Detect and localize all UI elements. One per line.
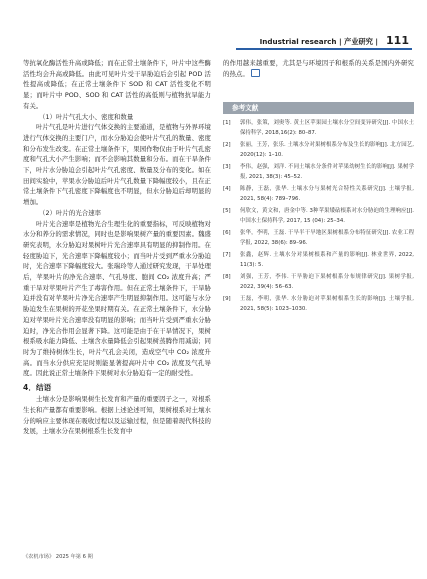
reference-item: [9] 王磊，李明，张华. 水分胁迫对苹果树根系生长的影响[J]. 土壤学报, 2021, 58(5): 1023–1030. [223, 296, 414, 312]
end-of-article-icon [251, 69, 260, 77]
reference-item: [7] 张鑫，赵辉. 土壤水分对果树根系和产量的影响[J]. 林业世界, 2022, 11(3): 5. [223, 252, 414, 268]
running-header [260, 34, 409, 47]
paragraph-conclusion: 土壤水分是影响果树生长发育和产量的重要因子之一，对根系生长和产量都有重要影响。根据上述论述可知，果树根系对土壤水分的响应主要体现在吸收过程以及运输过程，但是随着现代科技的发展，土壤水分在果树根系生长发育中 [23, 395, 211, 436]
reference-item: [1] 郭伟，张策，刘奥等. 黄土区苹果园土壤水分空间变异研究[J]. 中国水土保持科学, 2018,16(2): 80–87. [223, 120, 414, 136]
reference-item: [6] 张华，李明，王磊. 干旱半干旱地区果树根系分布特征研究[J]. 农业工程学报, 2022, 38(6): 89–96. [223, 230, 414, 246]
subheading-photosynthesis: （2）叶片的光合速率 [39, 208, 102, 217]
reference-item: [5] 何欣文，黄文和，唐金中等. 3种苹果矮砧根系对水分胁迫的生理响应[J]. 中国水土保持科学, 2017, 15 (04): 25–34. [223, 208, 414, 224]
right-column-intro [223, 58, 414, 79]
subheading-stomata: （1）叶片气孔大小、密度和数量 [39, 112, 134, 121]
reference-item: [8] 刘强，王芳，李伟. 干旱胁迫下果树根系分布规律研究[J]. 果树学报, 2022, 39(4): 56–63. [223, 274, 414, 290]
reference-item: [4] 陈静，王磊，张华. 土壤水分与果树光合特性关系研究[J]. 土壤学报, 2021, 58(4): 789–796. [223, 186, 414, 202]
paragraph-enzyme: 等抗氧化酶活性升高或降低；而在正常土壤条件下，叶片中这些酶活性均会升高或降低。由此可见叶片受干旱胁迫后会引起 POD 活性提高或降低；在正常土壤条件下 SOD 和 CAT 活性变化不明显；而叶片中 POD、SOD 和 CAT 活性的高低则与植物抗旱能力有关。 [23, 59, 211, 110]
section-heading-conclusion: 4．结语 [23, 383, 52, 393]
reference-item: [3] 李伟，赵强，刘洋. 不同土壤水分条件对苹果幼树生长的影响[J]. 果树学报, 2021, 38(3): 45–52. [223, 164, 414, 180]
references-title: 参考文献 [232, 104, 259, 112]
page-number: 111 [386, 34, 409, 47]
reference-item: [2] 张丽，王芳，张乐. 土壤水分对果树根系分布及生长的影响[J]. 北方园艺, 2020(12): 1–10. [223, 142, 414, 158]
header-rule [236, 48, 412, 50]
reference-list [223, 118, 414, 316]
left-column [23, 58, 211, 437]
paragraph-photosynthesis: 叶片光合速率是植物光合生理生化的重要指标，可反映植物对水分和养分的需求情况，同时也是影响果树产量的重要因素。魏盛研究表明，水分胁迫对果树叶片光合速率具有明显的抑制作用。在轻度胁迫下，光合速率下降幅度较小；而当叶片受到严重水分胁迫时，光合速率下降幅度较大。张瑞玲等人通过研究发现，干旱处理后，苹果叶片的净光合速率、气孔导度、胞间 CO₂ 浓度升高；严重干旱对苹果叶片产生了毒害作用。但在正常土壤条件下，干旱胁迫并没有对苹果叶片净光合速率产生明显抑制作用。这可能与水分胁迫发生在果树的开花坐果时期有关。在正常土壤条件下，水分胁迫对苹果叶片光合速率没有明显的影响；而当叶片受到严重水分胁迫时，净光合作用会显著下降。这可能是由于在干旱情况下，果树根系吸水能力降低、土壤含水量降低会引起果树蒸腾作用减弱；同时为了维持树体生长，叶片气孔会关闭，造成空气中 CO₂ 浓度升高。而当水分供应充足时则能显著提高叶片中 CO₂ 浓度及气孔导度。因此说正常土壤条件下果树对水分胁迫有一定的耐受性。 [23, 219, 211, 378]
paragraph-stomata: 叶片气孔是叶片进行气体交换的主要通道，是植物与外界环境进行气体交换的主要门户，而水分胁迫会使叶片气孔的数量、密度和分布发生改变。在正常土壤条件下，果园作物仅由于叶片气孔密度和气孔大小产生影响；而不会影响其数量和分布。而在干旱条件下，叶片水分胁迫会引起叶片气孔密度、数量及分布的变化。如在田间实验中，苹果水分胁迫后叶片气孔数量下降幅度较小，且在正常土壤条件下气孔密度下降幅度也不明显，但水分胁迫后却明显的增加。 [23, 123, 211, 207]
header-section-label: Industrial research | 产业研究 | [259, 37, 379, 46]
paragraph-conclusion-continued: 的作用越来越重要，尤其是与环境因子和根系的关系是国内外研究的热点。 [223, 59, 414, 78]
page-footer: 《农机市场》 2025 年第 6 期 [23, 554, 93, 560]
